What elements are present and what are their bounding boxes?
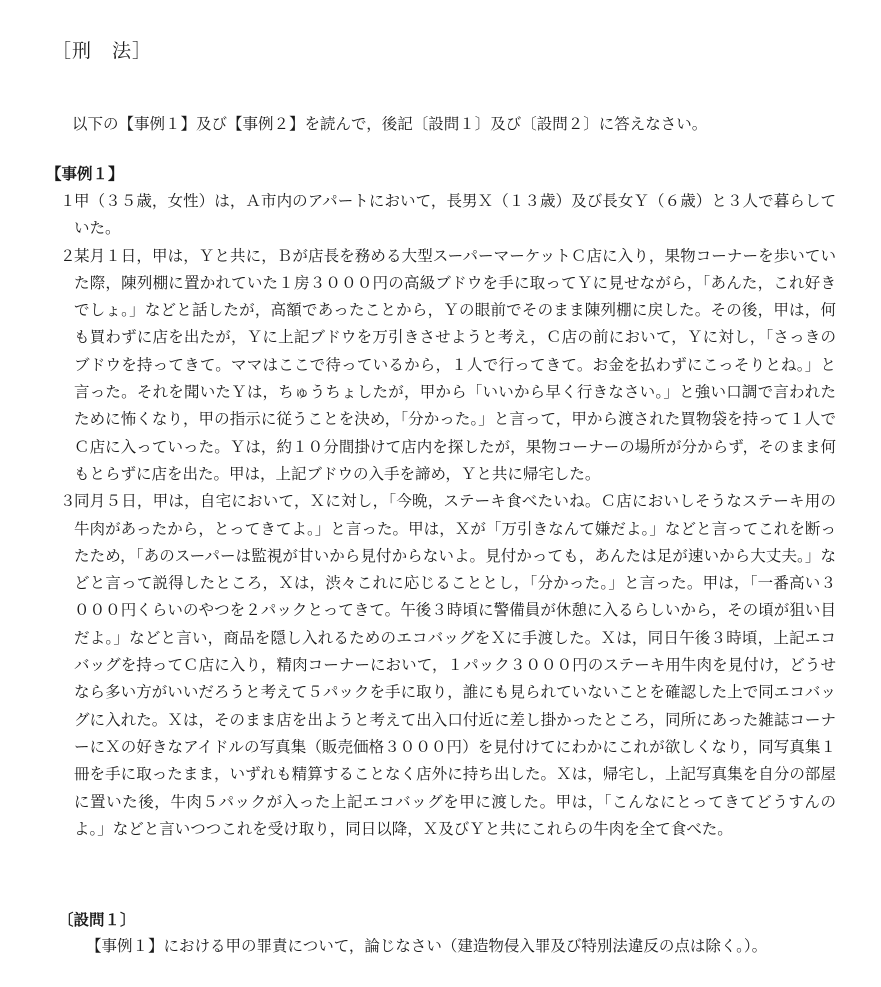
case1-heading: 【事例１】 — [46, 164, 124, 183]
case1-paragraph — [46, 188, 836, 243]
case1-paragraph-list — [46, 188, 836, 843]
paragraph-number: ２ — [60, 246, 76, 265]
paragraph-number: ３ — [60, 492, 76, 511]
paragraph-text: 同月５日，甲は，自宅において，Ｘに対し，「今晩，ステーキ食べたいね。Ｃ店においしそうなステーキ用の牛肉があったから，とってきてよ。」と言った。甲は，Ｘが「万引きなんて嫌だよ。」などと言ってこれを断ったため，「あのスーパーは監視が甘いから見付からないよ。見付かっても，あんたは足が速いから大丈夫。」などと言って説得したところ，Ｘは，渋々これに応じることとし，「分かった。」と言った。甲は，「一番高い３０００円くらいのやつを２パックとってきて。午後３時頃に警備員が休憩に入るらしいから，その頃が狙い目だよ。」などと言い，商品を隠し入れるためのエコバッグをＸに手渡した。Ｘは，同日午後３時頃，上記エコバッグを持ってＣ店に入り，精肉コーナーにおいて，１パック３０００円のステーキ用牛肉を見付け，どうせなら多い方がいいだろうと考えて５パックを手に取り，誰にも見られていないことを確認した上で同エコバッグに入れた。Ｘは，そのまま店を出ようと考えて出入口付近に差し掛かったところ，同所にあった雑誌コーナーにＸの好きなアイドルの写真集（販売価格３０００円）を見付けてにわかにこれが欲しくなり，同写真集１冊を手に取ったまま，いずれも精算することなく店外に持ち出した。Ｘは，帰宅し，上記写真集を自分の部屋に置いた後，牛肉５パックが入った上記エコバッグを甲に渡した。甲は，「こんなにとってきてどうすんのよ。」などと言いつつこれを受け取り，同日以降，Ｘ及びＹと共にこれらの牛肉を全て食べた。 — [74, 492, 836, 838]
paragraph-number: １ — [60, 192, 76, 210]
instruction-text: 以下の【事例１】及び【事例２】を読んで，後記〔設問１〕及び〔設問２〕に答えなさい。 — [72, 115, 708, 133]
question1-text: 【事例１】における甲の罪責について，論じなさい（建造物侵入罪及び特別法違反の点は除く。）。 — [86, 937, 768, 955]
question1-heading: 〔設問１〕 — [58, 910, 136, 929]
paragraph-text: 某月１日，甲は，Ｙと共に，Ｂが店長を務める大型スーパーマーケットＣ店に入り，果物コーナーを歩いていた際，陳列棚に置かれていた１房３０００円の高級ブドウを手に取ってＹに見せながら，「あんた，これ好きでしょ。」などと話したが，高額であったことから，Ｙの眼前でそのまま陳列棚に戻した。その後，甲は，何も買わずに店を出たが，Ｙに上記ブドウを万引きさせようと考え，Ｃ店の前において，Ｙに対し，「さっきのブドウを持ってきて。ママはここで待っているから，１人で行ってきて。お金を払わずにこっそりとね。」と言った。それを聞いたＹは，ちゅうちょしたが，甲から「いいから早く行きなさい。」と強い口調で言われたために怖くなり，甲の指示に従うことを決め，「分かった。」と言って，甲から渡された買物袋を持って１人でＣ店に入っていった。Ｙは，約１０分間掛けて店内を探したが，果物コーナーの場所が分からず，そのまま何もとらずに店を出た。甲は，上記ブドウの入手を諦め，Ｙと共に帰宅した。 — [74, 246, 836, 483]
paragraph-text: 甲（３５歳，女性）は，Ａ市内のアパートにおいて，長男Ｘ（１３歳）及び長女Ｙ（６歳）と３人で暮らしていた。 — [74, 192, 836, 238]
subject-title: ［刑 法］ — [52, 40, 153, 62]
case1-paragraph — [46, 488, 836, 843]
case1-paragraph — [46, 243, 836, 489]
